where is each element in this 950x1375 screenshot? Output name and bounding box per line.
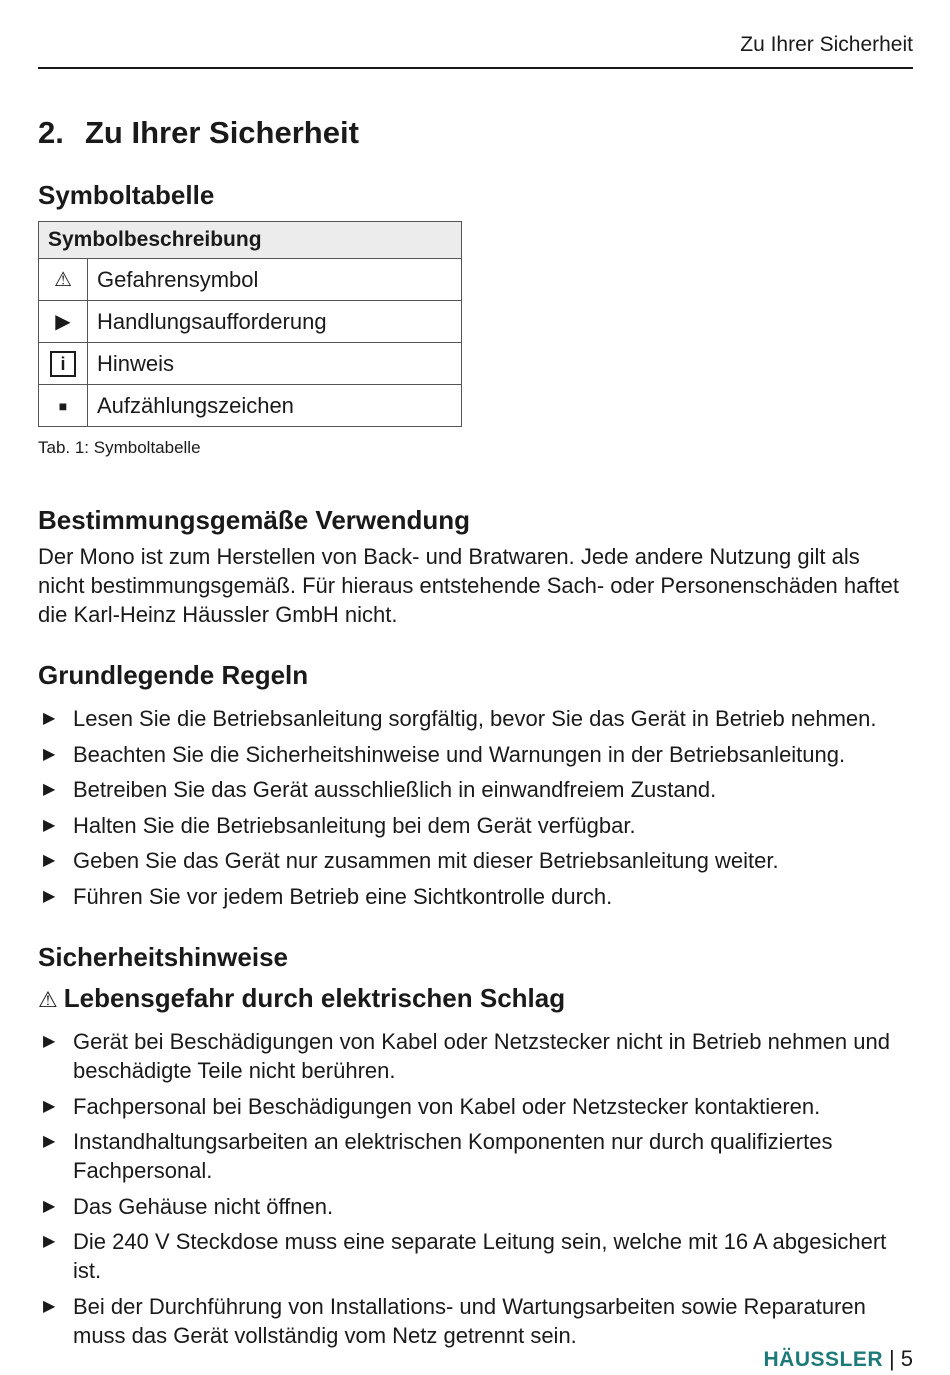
warning-icon: ⚠ [39, 259, 88, 301]
symbol-table-column-header: Symbolbeschreibung [39, 222, 462, 259]
list-item [38, 1127, 913, 1185]
chapter-title-text: Zu Ihrer Sicherheit [85, 115, 359, 150]
symbol-table-header-row [39, 222, 462, 259]
brand-logo: HÄUSSLER [763, 1348, 884, 1371]
table-row [39, 343, 462, 385]
intended-use-heading: Bestimmungsgemäße Verwendung [38, 505, 470, 535]
arrow-icon: ▶ [43, 745, 56, 763]
chapter-title [38, 112, 359, 154]
warning-icon: ⚠ [38, 987, 58, 1012]
arrow-icon: ▶ [43, 1297, 56, 1315]
arrow-icon: ▶ [43, 710, 56, 727]
list-item [38, 882, 913, 911]
info-icon: i [50, 351, 76, 377]
table-row [39, 301, 462, 343]
symbol-description: Hinweis [88, 343, 462, 385]
table-row [39, 259, 462, 301]
list-item-text: Geben Sie das Gerät nur zusammen mit dieser Betriebsanleitung weiter. [73, 848, 779, 873]
list-item-text: Halten Sie die Betriebsanleitung bei dem Gerät verfügbar. [73, 812, 636, 838]
info-icon-cell [39, 343, 88, 385]
arrow-icon: ▶ [39, 301, 88, 343]
safety-list [38, 1027, 913, 1356]
page-number: 5 [900, 1346, 913, 1371]
list-item-text: Die 240 V Steckdose muss eine separate Leitung sein, welche mit 16 A abgesichert ist. [73, 1229, 887, 1283]
warning-heading-text: Lebensgefahr durch elektrischen Schlag [63, 983, 566, 1013]
list-item-text: Instandhaltungsarbeiten an elektrischen Komponenten nur durch qualifiziertes Fachpersonal. [73, 1129, 833, 1183]
list-item-text: Führen Sie vor jedem Betrieb eine Sichtkontrolle durch. [73, 883, 613, 909]
list-item [38, 740, 913, 769]
list-item [38, 1027, 913, 1085]
list-item-text: Fachpersonal bei Beschädigungen von Kabel oder Netzstecker kontaktieren. [73, 1093, 821, 1119]
symbol-description: Gefahrensymbol [88, 259, 462, 301]
basic-rules-list [38, 704, 913, 917]
symbol-table [38, 221, 462, 427]
table-row [39, 385, 462, 427]
list-item [38, 1192, 913, 1221]
bullet-square-icon: ■ [39, 385, 88, 427]
list-item-text: Betreiben Sie das Gerät ausschließlich in einwandfreiem Zustand. [73, 777, 717, 802]
table-caption: Tab. 1: Symboltabelle [38, 438, 201, 457]
list-item-text: Bei der Durchführung von Installations- und Wartungsarbeiten sowie Reparaturen muss das Gerät vollständig vom Netz getrennt sein. [73, 1293, 866, 1348]
list-item-text: Gerät bei Beschädigungen von Kabel oder Netzstecker nicht in Betrieb nehmen und beschädigte Teile nicht berühren. [73, 1029, 890, 1083]
arrow-icon: ▶ [43, 1097, 56, 1115]
arrow-icon: ▶ [43, 1197, 56, 1215]
warning-heading [38, 981, 565, 1017]
list-item [38, 1292, 913, 1350]
arrow-icon: ▶ [43, 1033, 56, 1050]
footer-separator: | [889, 1346, 895, 1371]
arrow-icon: ▶ [43, 816, 56, 834]
arrow-icon: ▶ [43, 1233, 56, 1250]
header-rule [38, 67, 913, 69]
basic-rules-heading: Grundlegende Regeln [38, 660, 309, 690]
safety-heading: Sicherheitshinweise [38, 942, 288, 972]
list-item [38, 775, 913, 804]
arrow-icon: ▶ [43, 1133, 56, 1150]
list-item [38, 704, 913, 733]
page-footer [764, 1344, 913, 1375]
list-item [38, 846, 913, 875]
list-item-text: Lesen Sie die Betriebsanleitung sorgfältig, bevor Sie das Gerät in Betrieb nehmen. [73, 706, 877, 731]
list-item [38, 811, 913, 840]
chapter-number: 2. [38, 115, 64, 150]
symbol-description: Aufzählungszeichen [88, 385, 462, 427]
list-item-text: Das Gehäuse nicht öffnen. [73, 1193, 334, 1219]
running-header: Zu Ihrer Sicherheit [740, 33, 913, 56]
list-item-text: Beachten Sie die Sicherheitshinweise und Warnungen in der Betriebsanleitung. [73, 741, 846, 767]
symbol-table-heading: Symboltabelle [38, 180, 215, 210]
intended-use-text: Der Mono ist zum Herstellen von Back- und Bratwaren. Jede andere Nutzung gilt als nicht bestimmungsgemäß. Für hieraus entstehende Sach- oder Personenschäden haftet die Karl-Heinz Häussler GmbH nicht. [38, 544, 899, 627]
symbol-description: Handlungsaufforderung [88, 301, 462, 343]
list-item [38, 1092, 913, 1121]
arrow-icon: ▶ [43, 887, 56, 905]
arrow-icon: ▶ [43, 852, 56, 869]
arrow-icon: ▶ [43, 781, 56, 798]
list-item [38, 1227, 913, 1285]
